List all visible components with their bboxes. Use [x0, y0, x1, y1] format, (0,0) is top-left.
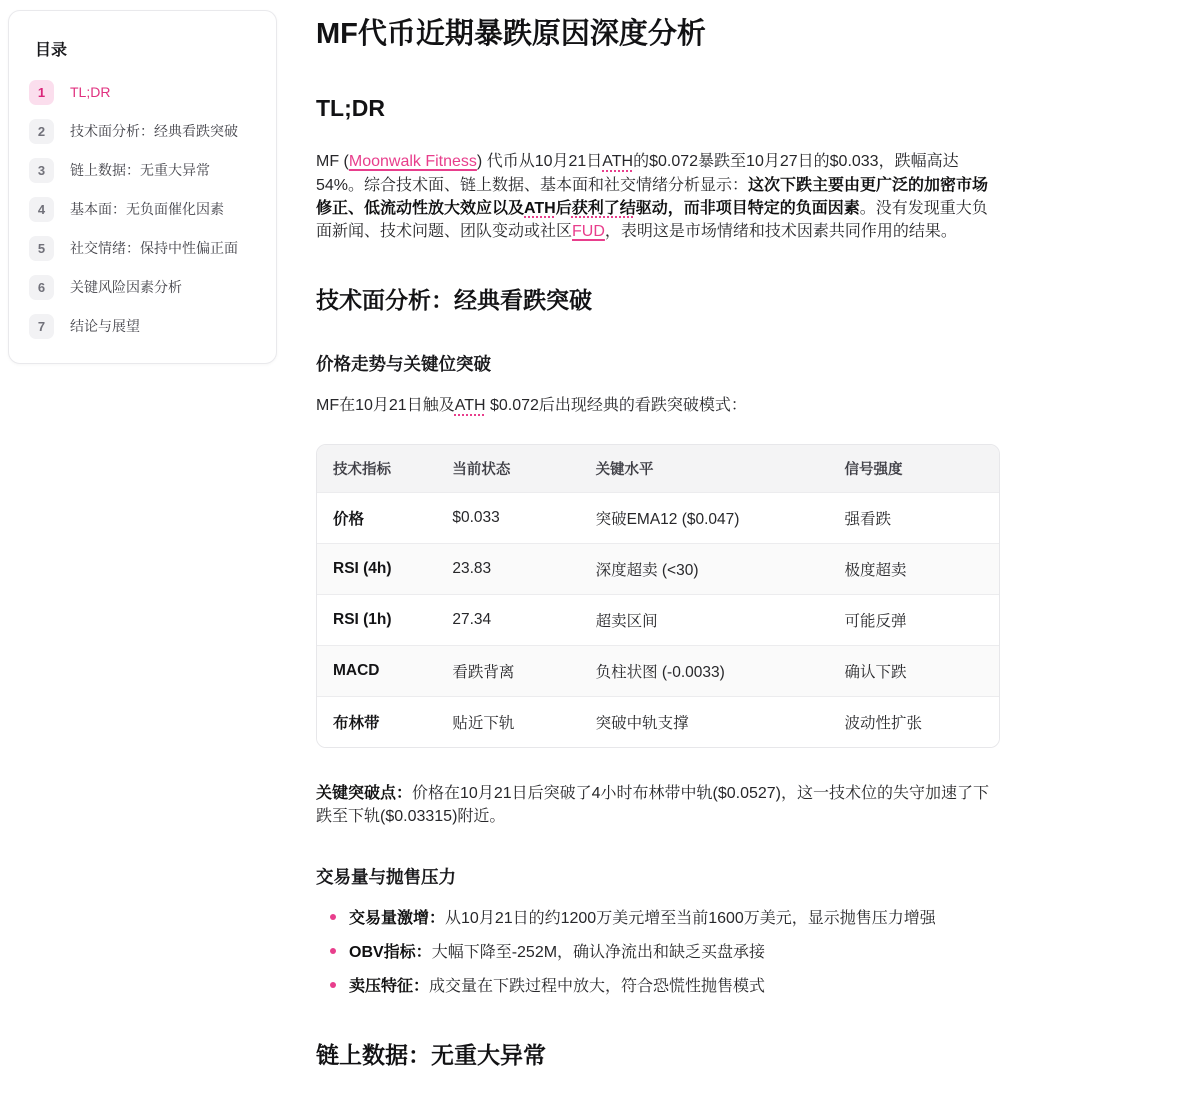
toc-item-6[interactable]: [27, 275, 258, 300]
paragraph: [316, 782, 1000, 829]
indicator-table: [317, 445, 999, 747]
paragraph: [316, 394, 1000, 417]
toc-list: [27, 80, 258, 339]
table-cell: 23.83: [436, 543, 579, 594]
inline-link[interactable]: FUD: [572, 223, 605, 241]
bold-text: 这次下跌主要由更广泛的加密市场修正、低流动性放大效应以及: [316, 176, 989, 217]
section-heading: 技术面分析：经典看跌突破: [316, 286, 592, 313]
list-item: [330, 907, 1000, 930]
toc-item-1[interactable]: [27, 80, 258, 105]
table-cell: 突破EMA12 ($0.047): [580, 492, 829, 543]
main-content: [316, 10, 1000, 1097]
text-span: 成交量在下跌过程中放大，符合恐慌性抛售模式: [429, 978, 766, 996]
bold-text: 卖压特征：: [349, 978, 430, 996]
toc-item-number: 1: [29, 80, 54, 105]
table-row: [317, 696, 999, 747]
text-span: 从10月21日的约1200万美元增至当前1600万美元，显示抛售压力增强: [445, 910, 936, 928]
table-cell: 波动性扩张: [828, 696, 999, 747]
toc-item-number: 2: [29, 119, 54, 144]
text-span: 大幅下降至-252M，确认净流出和缺乏买盘承接: [431, 944, 766, 962]
indicator-table-wrap: [316, 444, 1000, 748]
toc-item-label: 基本面：无负面催化因素: [70, 201, 224, 218]
toc-item-7[interactable]: [27, 314, 258, 339]
table-cell: 价格: [317, 492, 436, 543]
bold-text: 后: [555, 199, 572, 217]
table-cell: 超卖区间: [580, 594, 829, 645]
toc-item-label: 技术面分析：经典看跌突破: [70, 123, 238, 140]
text-span: $0.072后出现经典的看跌突破模式：: [485, 397, 747, 415]
bold-text: OBV指标：: [349, 944, 432, 962]
report-article: [316, 16, 1000, 1071]
paragraph: [316, 150, 1000, 243]
text-span: 。没有发现重大负面新闻、技术问题、团队变动或社区: [316, 199, 988, 241]
toc-item-3[interactable]: [27, 158, 258, 183]
table-cell: 贴近下轨: [436, 696, 579, 747]
column-header: 当前状态: [436, 445, 579, 493]
glossary-term[interactable]: 获利了结: [571, 199, 636, 217]
table-cell: 负柱状图 (-0.0033): [580, 645, 829, 696]
table-cell: 可能反弹: [828, 594, 999, 645]
table-cell: 深度超卖 (<30): [580, 543, 829, 594]
table-cell: 强看跌: [828, 492, 999, 543]
article-title: MF代币近期暴跌原因深度分析: [316, 18, 706, 50]
text-span: 的$0.072暴跌至10月27日的$0.033，跌幅高达54%。综合技术面、链上数据、基本面和社交情绪分析显示：: [316, 153, 959, 194]
table-cell: 极度超卖: [828, 543, 999, 594]
toc-item-label: 结论与展望: [70, 318, 140, 335]
glossary-term[interactable]: ATH: [524, 199, 556, 217]
table-cell: 布林带: [317, 696, 436, 747]
table-cell: 确认下跌: [828, 645, 999, 696]
text-span: ，表明这是市场情绪和技术因素共同作用的结果。: [604, 223, 957, 241]
table-row: [317, 543, 999, 594]
toc-item-4[interactable]: [27, 197, 258, 222]
table-cell: 看跌背离: [436, 645, 579, 696]
table-cell: MACD: [317, 645, 436, 696]
table-cell: RSI (1h): [317, 594, 436, 645]
bold-text: 交易量激增：: [349, 910, 446, 928]
list-item: [330, 941, 1000, 964]
table-row: [317, 645, 999, 696]
table-cell: 27.34: [436, 594, 579, 645]
toc-item-number: 3: [29, 158, 54, 183]
section-heading: 链上数据：无重大异常: [316, 1041, 546, 1068]
list-item: [330, 975, 1000, 998]
column-header: 关键水平: [580, 445, 829, 493]
table-header-row: [317, 445, 999, 493]
bold-text: 关键突破点：: [316, 784, 413, 802]
column-header: 技术指标: [317, 445, 436, 493]
text-span: MF在10月21日触及: [316, 397, 455, 415]
text-span: ) 代币从10月21日: [476, 153, 603, 171]
toc-item-number: 7: [29, 314, 54, 339]
toc-title: 目录: [35, 42, 68, 59]
toc-item-2[interactable]: [27, 119, 258, 144]
table-cell: RSI (4h): [317, 543, 436, 594]
toc-item-label: 链上数据：无重大异常: [70, 162, 210, 179]
section-heading: TL;DR: [316, 95, 385, 122]
toc-item-number: 4: [29, 197, 54, 222]
text-span: 价格在10月21日后突破了4小时布林带中轨($0.0527)，这一技术位的失守加速了下跌至下轨($0.03315)附近。: [316, 784, 990, 825]
table-cell: $0.033: [436, 492, 579, 543]
table-row: [317, 492, 999, 543]
toc-item-label: 关键风险因素分析: [70, 279, 182, 296]
bullet-list: [316, 907, 1000, 999]
column-header: 信号强度: [828, 445, 999, 493]
toc-item-label: 社交情绪：保持中性偏正面: [70, 240, 238, 257]
text-span: MF (: [316, 153, 349, 171]
table-cell: 突破中轨支撑: [580, 696, 829, 747]
bold-text: 驱动，而非项目特定的负面因素: [635, 199, 860, 217]
glossary-term[interactable]: ATH: [454, 397, 486, 415]
toc-item-number: 6: [29, 275, 54, 300]
subsection-heading: 交易量与抛售压力: [316, 867, 456, 888]
table-row: [317, 594, 999, 645]
toc-item-number: 5: [29, 236, 54, 261]
inline-link[interactable]: Moonwalk Fitness: [348, 153, 477, 171]
toc-item-5[interactable]: [27, 236, 258, 261]
table-of-contents: [8, 10, 277, 364]
glossary-term[interactable]: ATH: [602, 153, 634, 171]
subsection-heading: 价格走势与关键位突破: [316, 354, 491, 375]
toc-item-label: TL;DR: [70, 84, 111, 101]
